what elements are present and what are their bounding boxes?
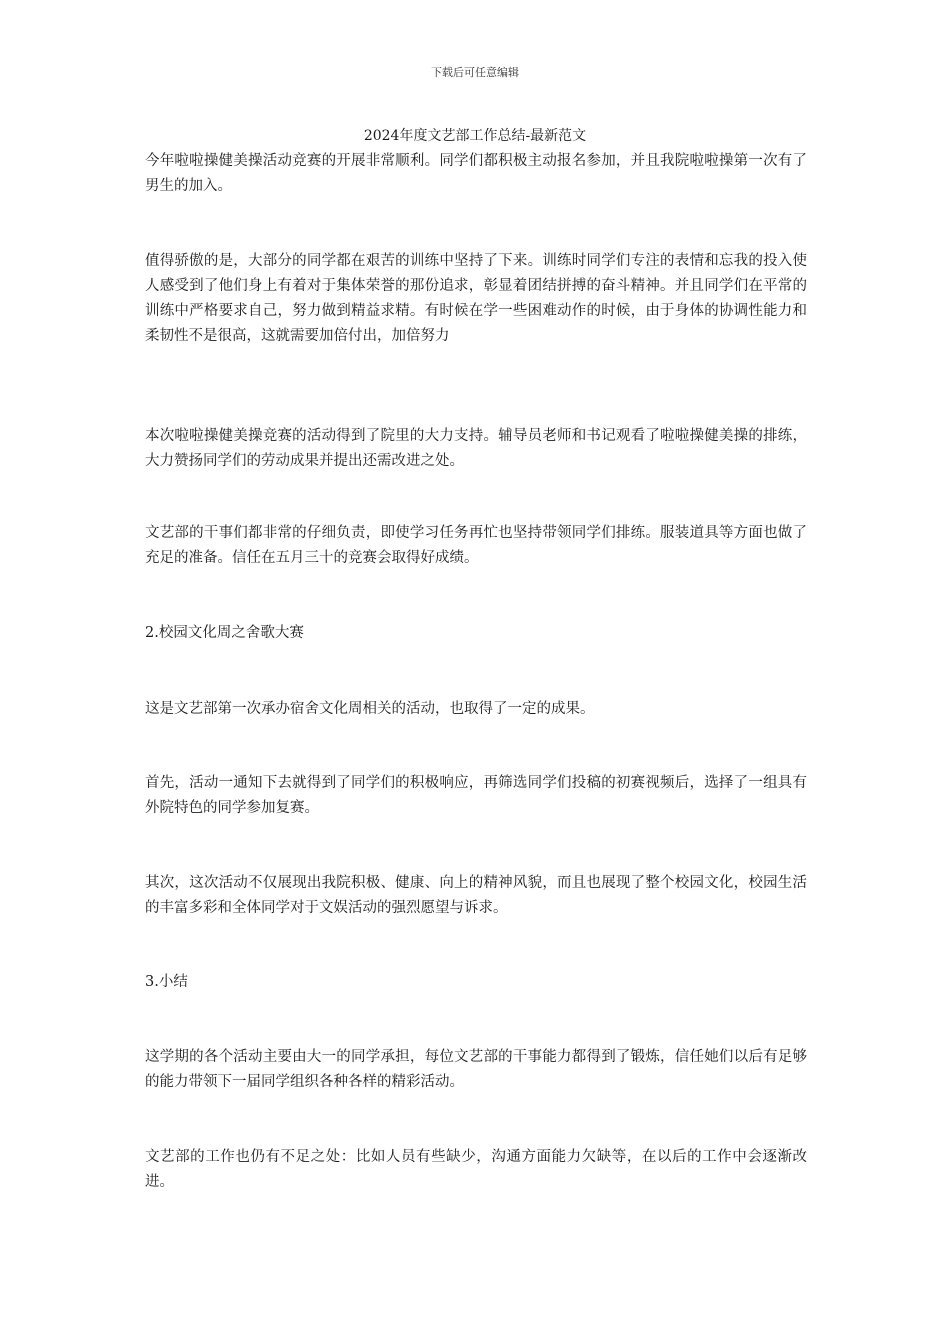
paragraph: 值得骄傲的是，大部分的同学都在艰苦的训练中坚持了下来。训练时同学们专注的表情和忘我的投入使人感受到了他们身上有着对于集体荣誉的那份追求，彰显着团结拼搏的奋斗精神。并且同学们在平常的训练中严格要求自己，努力做到精益求精。有时候在学一些困难动作的时候，由于身体的协调性能力和柔韧性不是很高，这就需要加倍付出，加倍努力	[145, 253, 807, 344]
paragraph: 文艺部的干事们都非常的仔细负责，即使学习任务再忙也坚持带领同学们排练。服装道具等方面也做了充足的准备。信任在五月三十的竞赛会取得好成绩。	[145, 525, 807, 566]
paragraph: 首先，活动一通知下去就得到了同学们的积极响应，再筛选同学们投稿的初赛视频后，选择了一组具有外院特色的同学参加复赛。	[145, 775, 807, 816]
paragraph: 这是文艺部第一次承办宿舍文化周相关的活动，也取得了一定的成果。	[145, 701, 595, 717]
section-heading: 2.校园文化周之舍歌大赛	[145, 625, 304, 641]
document-title: 2024年度文艺部工作总结-最新范文	[363, 128, 587, 144]
paragraph: 本次啦啦操健美操竞赛的活动得到了院里的大力支持。辅导员老师和书记观看了啦啦操健美操的排练，大力赞扬同学们的劳动成果并提出还需改进之处。	[145, 428, 807, 469]
header-note: 下载后可任意编辑	[431, 66, 519, 79]
paragraph: 其次，这次活动不仅展现出我院积极、健康、向上的精神风貌，而且也展现了整个校园文化，校园生活的丰富多彩和全体同学对于文娱活动的强烈愿望与诉求。	[145, 875, 807, 916]
paragraph: 文艺部的工作也仍有不足之处：比如人员有些缺少，沟通方面能力欠缺等，在以后的工作中会逐渐改进。	[145, 1149, 807, 1190]
paragraph: 今年啦啦操健美操活动竞赛的开展非常顺利。同学们都积极主动报名参加，并且我院啦啦操第一次有了男生的加入。	[145, 153, 807, 194]
section-heading: 3.小结	[145, 974, 188, 990]
paragraph: 这学期的各个活动主要由大一的同学承担，每位文艺部的干事能力都得到了锻炼，信任她们以后有足够的能力带领下一届同学组织各种各样的精彩活动。	[145, 1049, 807, 1090]
